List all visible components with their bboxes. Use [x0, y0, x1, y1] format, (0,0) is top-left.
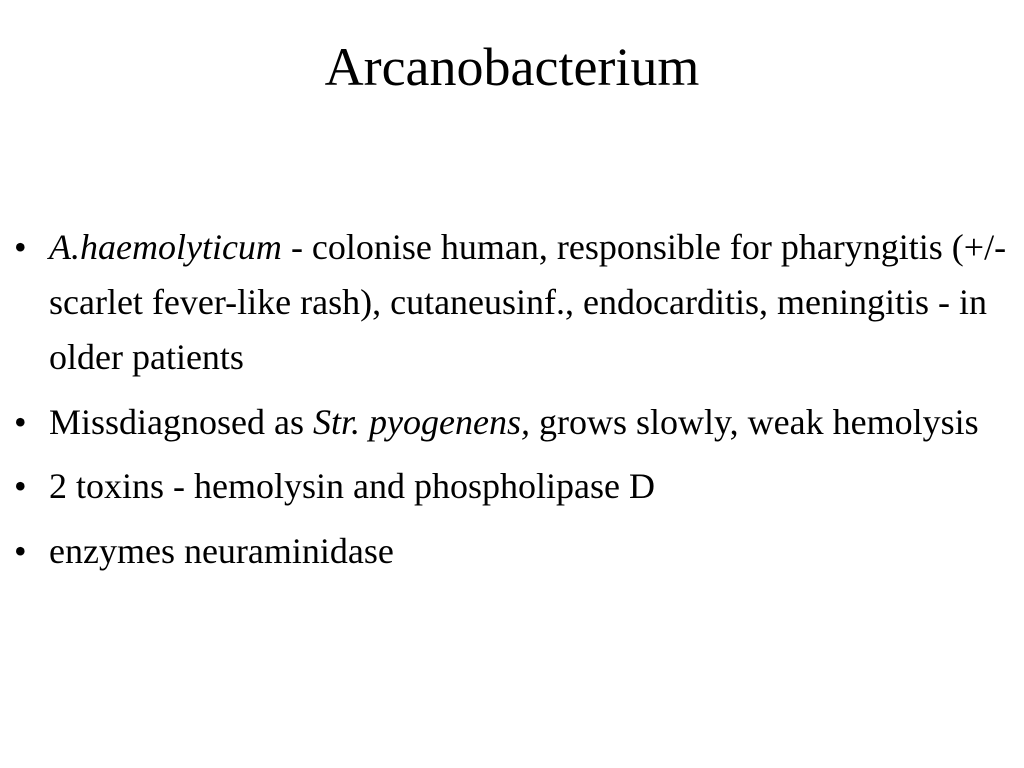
bullet-list — [14, 220, 1019, 589]
bullet-text-prefix: Missdiagnosed as — [49, 402, 313, 442]
bullet-text: 2 toxins - hemolysin and phospholipase D — [49, 466, 655, 506]
species-name: A.haemolyticum — [49, 227, 282, 267]
species-name: Str. pyogenens, — [313, 402, 530, 442]
bullet-item — [14, 220, 1019, 385]
bullet-marker: • — [14, 402, 27, 442]
bullet-text: - colonise human, responsible for pharyngitis (+/- scarlet fever-like rash), cutaneusinf., endocarditis, meningitis - in older patients — [49, 227, 1007, 377]
bullet-item — [14, 524, 1019, 579]
bullet-text-suffix: grows slowly, weak hemolysis — [529, 402, 979, 442]
bullet-marker: • — [14, 227, 27, 267]
bullet-item — [14, 395, 1019, 449]
bullet-marker: • — [14, 531, 27, 571]
slide-title: Arcanobacterium — [324, 37, 700, 97]
bullet-item — [14, 459, 1019, 514]
bullet-marker: • — [14, 466, 27, 506]
bullet-text: enzymes neuraminidase — [49, 531, 394, 571]
